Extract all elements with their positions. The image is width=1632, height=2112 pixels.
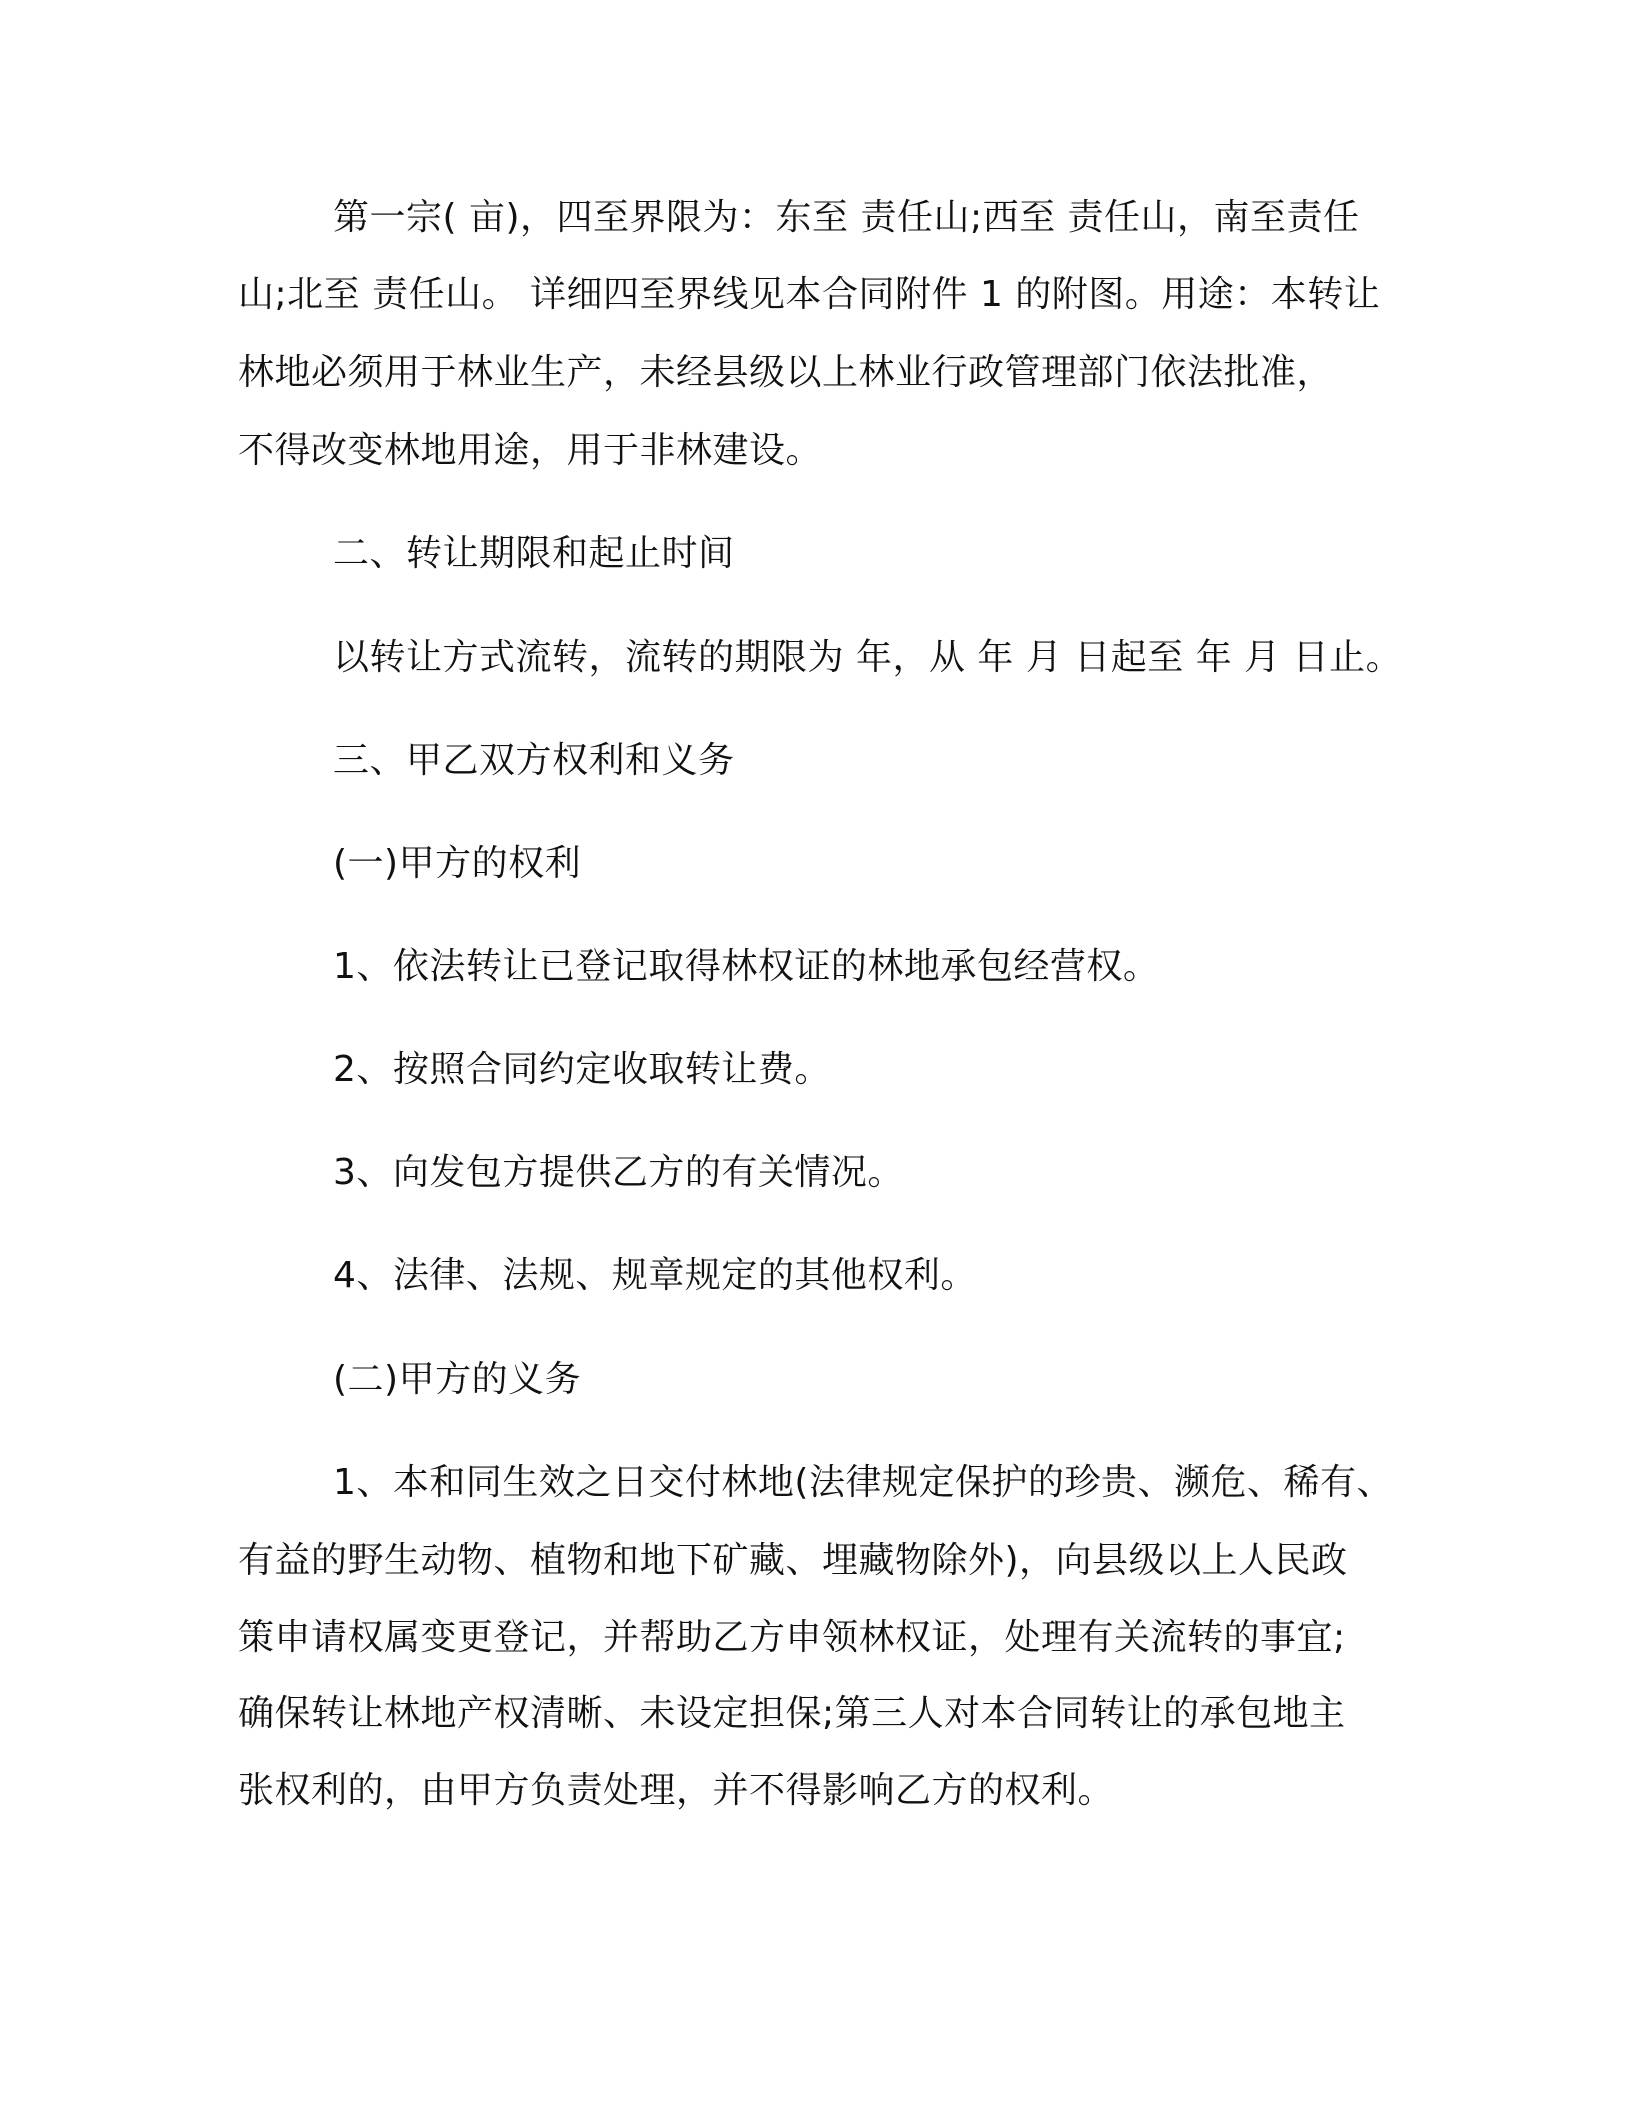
paragraph-obligation-line-1: 1、本和同生效之日交付林地(法律规定保护的珍贵、濒危、稀有、 (333, 1462, 1393, 1503)
paragraph-parcel-line-1: 第一宗( 亩)，四至界限为：东至 责任山;西至 责任山，南至责任 (333, 197, 1360, 238)
paragraph-obligation-line-3: 策申请权属变更登记，并帮助乙方申领林权证，处理有关流转的事宜; (238, 1617, 1346, 1658)
list-item: 2、按照合同约定收取转让费。 (333, 1049, 831, 1090)
paragraph-obligation-line-2: 有益的野生动物、植物和地下矿藏、埋藏物除外)，向县级以上人民政 (238, 1540, 1348, 1581)
paragraph-obligation-line-4: 确保转让林地产权清晰、未设定担保;第三人对本合同转让的承包地主 (238, 1693, 1346, 1734)
heading-rights-obligations: 三、甲乙双方权利和义务 (333, 740, 735, 781)
heading-term: 二、转让期限和起止时间 (333, 533, 735, 574)
paragraph-parcel-line-4: 不得改变林地用途，用于非林建设。 (238, 430, 823, 471)
subheading-party-a-obligations: (二)甲方的义务 (333, 1359, 582, 1400)
paragraph-term: 以转让方式流转，流转的期限为 年，从 年 月 日起至 年 月 日止。 (333, 637, 1403, 678)
subheading-party-a-rights: (一)甲方的权利 (333, 843, 582, 884)
paragraph-parcel-line-2: 山;北至 责任山。 详细四至界线见本合同附件 1 的附图。用途：本转让 (238, 274, 1381, 315)
paragraph-parcel-line-3: 林地必须用于林业生产，未经县级以上林业行政管理部门依法批准， (238, 352, 1334, 393)
list-item: 4、法律、法规、规章规定的其他权利。 (333, 1255, 977, 1296)
paragraph-obligation-line-5: 张权利的，由甲方负责处理，并不得影响乙方的权利。 (238, 1770, 1115, 1811)
list-item: 1、依法转让已登记取得林权证的林地承包经营权。 (333, 946, 1160, 987)
list-item: 3、向发包方提供乙方的有关情况。 (333, 1152, 904, 1193)
